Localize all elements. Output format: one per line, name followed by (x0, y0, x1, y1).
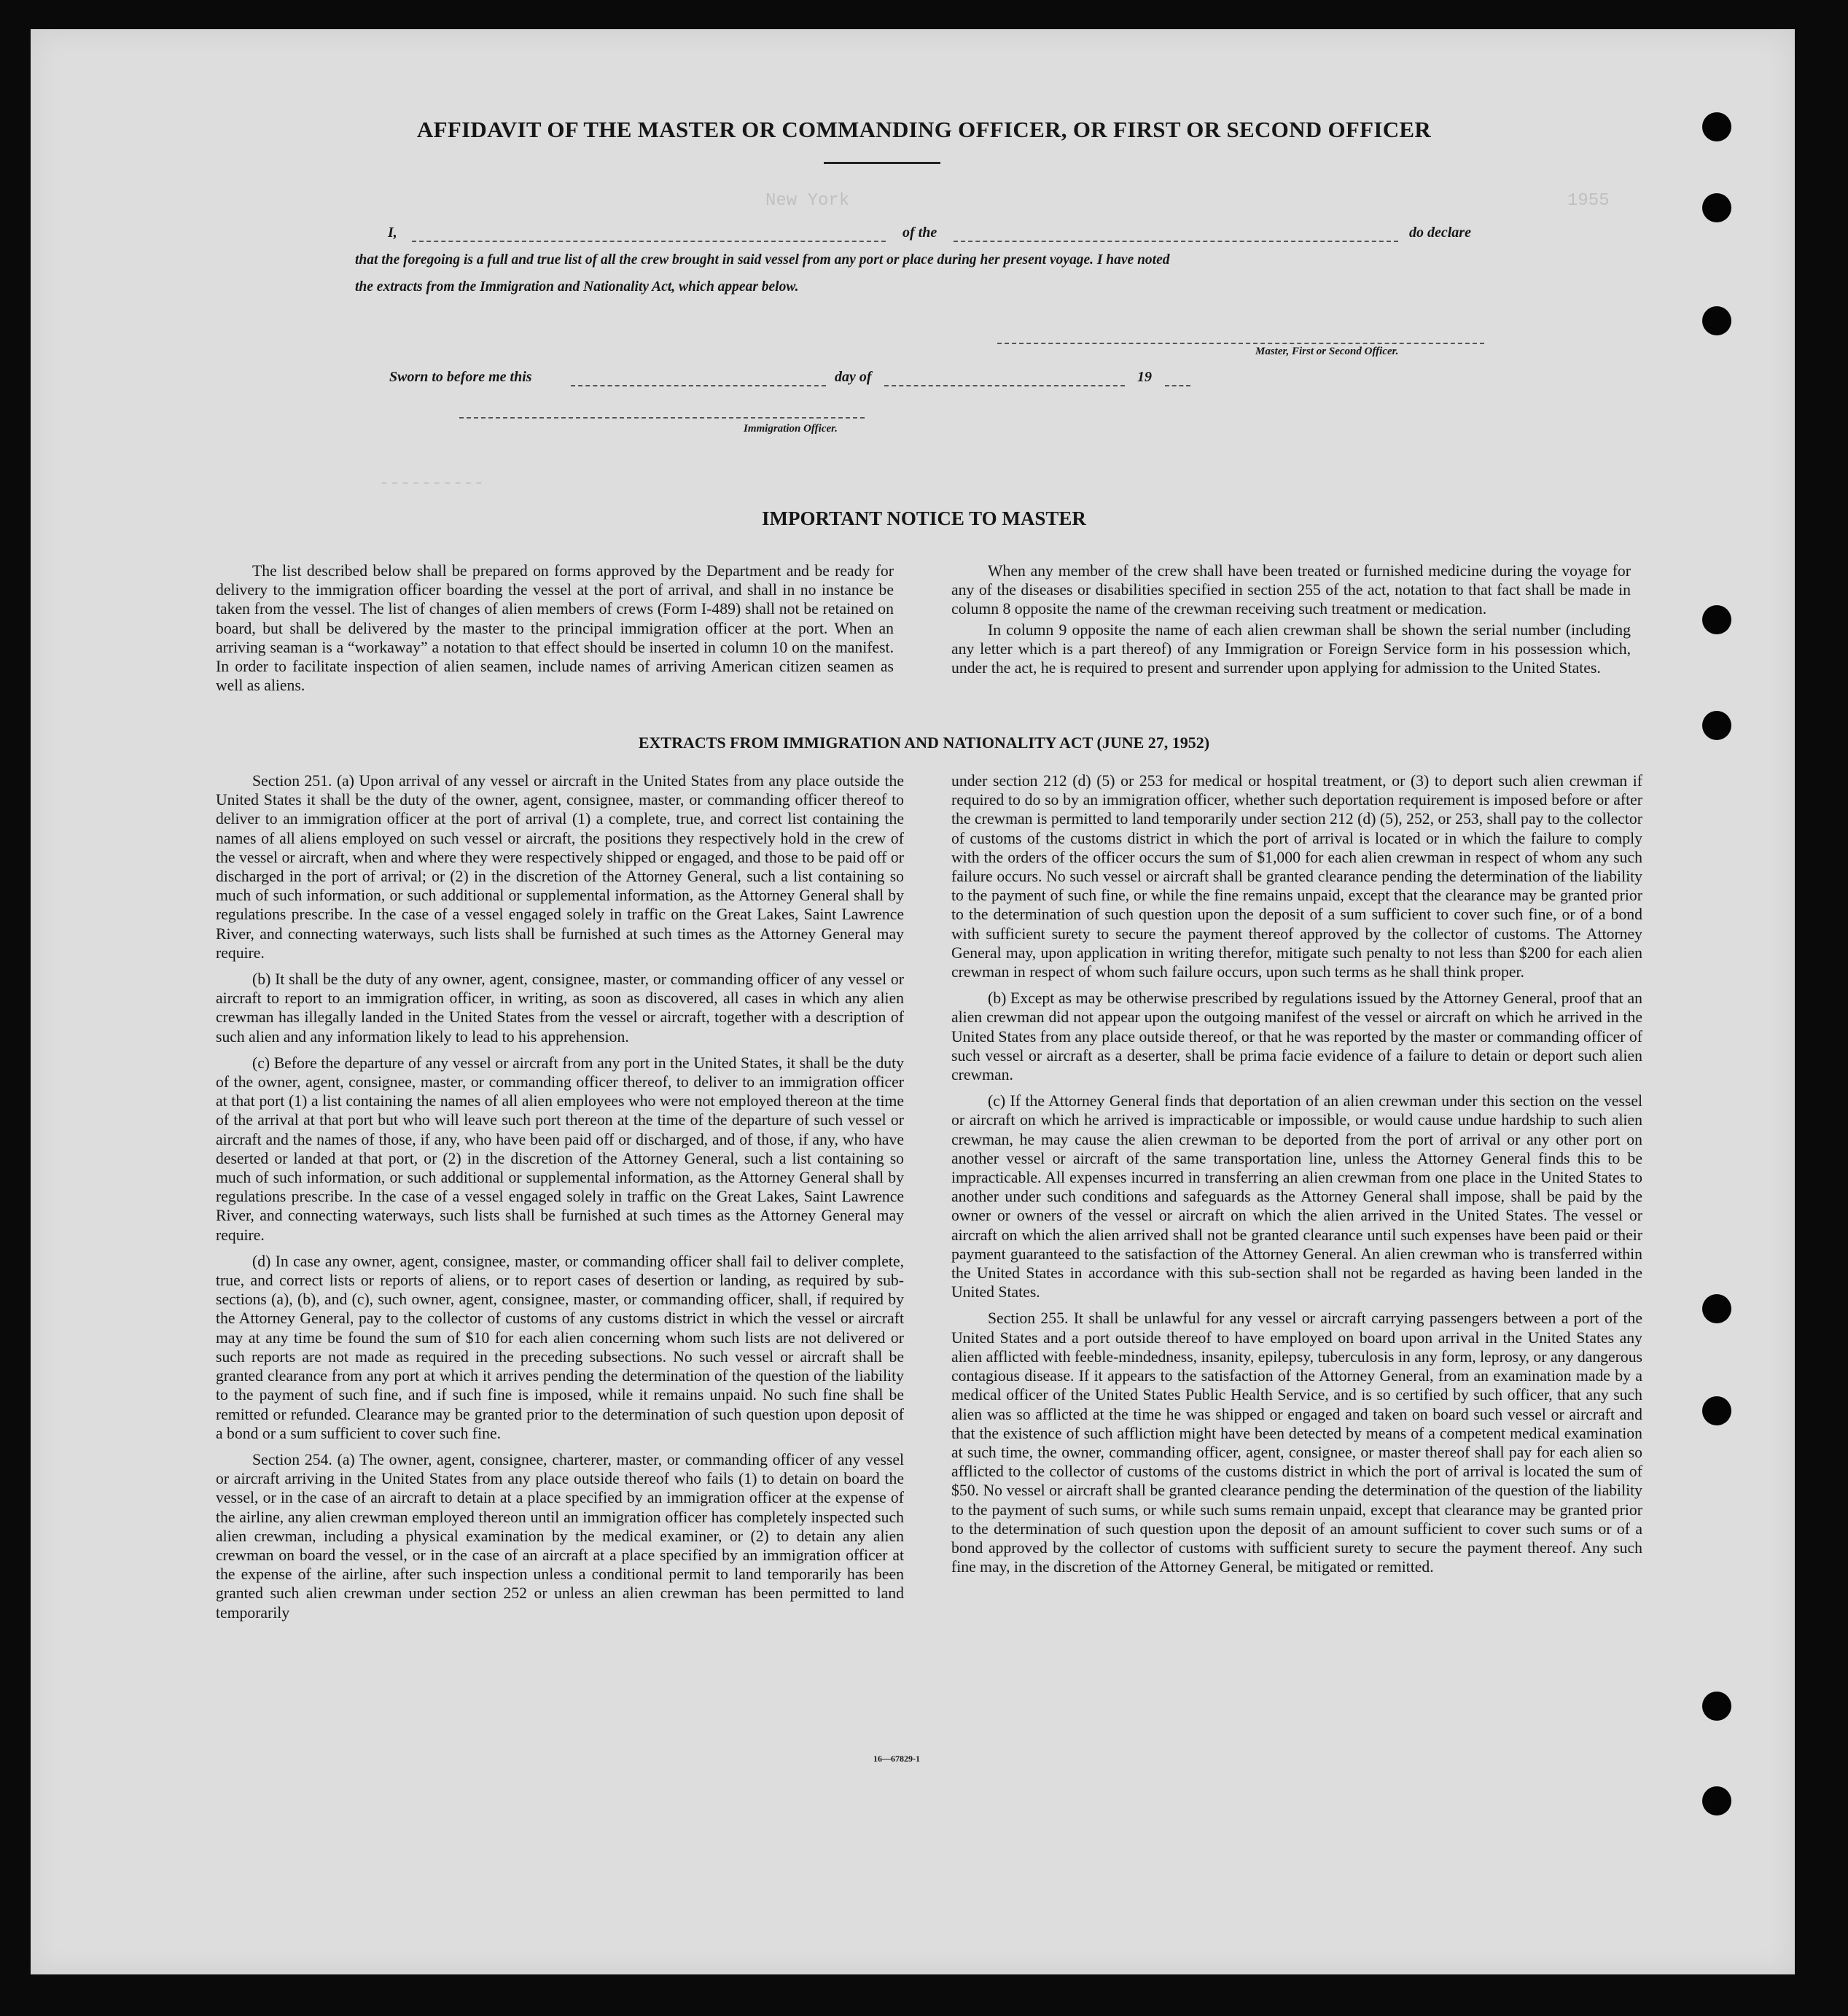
punch-hole (1702, 1692, 1731, 1721)
section-paragraph: Section 255. It shall be unlawful for any vessel or aircraft carrying passengers between a port of the United States and a port outside thereof to have employed on board upon arrival in the United States any alien afflicted with feeble-mindedness, insanity, epilepsy, tuberculosis in any form, leprosy, or any dangerous contagious disease. If it appears to the satisfaction of the Attorney General, from an examination made by a medical officer of the United States Public Health Service, and is so certified by such officer, that any such alien was so afflicted at the time he was shipped or engaged and taken on board such vessel or aircraft and that the existence of such affliction might have been detected by means of a competent medical examination at such time, the owner, commanding officer, agent, consignee, or master thereof shall pay for each alien so afflicted to the collector of customs of the customs district in which the port of arrival is located the sum of $50. No vessel or aircraft shall be granted clearance pending the determination of the question of the liability to the payment of such sums, or while such sums remain unpaid, except that clearance may be granted prior to the determination of such question upon the deposit of an amount sufficient to cover such sums or of a bond approved by the collector of customs with sufficient surety to secure the payment thereof. Any such fine may, in the discretion of the Attorney General, be mitigated or remitted. (951, 1309, 1642, 1576)
punch-hole (1702, 1786, 1731, 1815)
notice-paragraph: When any member of the crew shall have been treated or furnished medicine during the voyage for any of the diseases or disabilities specified in section 255 of the act, notation to that fact shall be made in column 8 opposite the name of the crewman receiving such treatment or medication. (951, 562, 1631, 618)
name-field[interactable] (412, 241, 886, 242)
section-paragraph: (c) If the Attorney General finds that deportation of an alien crewman under this section on the vessel or aircraft on which he arrived is impracticable or impossible, or would cause undue hardship to such alien crewman, he may cause the alien crewman to be deported from the port of arrival or any other port on another vessel or aircraft of the same transportation line, unless the Attorney General finds this to be impracticable. All expenses incurred in transferring an alien crewman from one place in the United States to another under such conditions and safeguards as the Attorney General shall impose, shall be paid by the owner or owners of the vessel or aircraft on which the alien arrived in the United States. The vessel or aircraft on which the alien arrived shall not be granted clearance until such expenses have been paid or their payment guaranteed to the satisfaction of the Attorney General. An alien crewman who is transferred within the United States in accordance with this sub-section shall not be regarded as having been landed in the United States. (951, 1092, 1642, 1301)
form-number: 16—67829-1 (873, 1754, 920, 1764)
section-paragraph: (c) Before the departure of any vessel or aircraft from any port in the United States, it shall be the duty of the owner, agent, consignee, master, or commanding officer thereof, to deliver to an immigration officer at that port (1) a list containing the names of all alien employees who were not employed thereon at the time of the arrival at that port but who will leave such port thereon at the time of the departure of such vessel or aircraft and the names of those, if any, who have been paid off or discharged, and of those, if any, who have deserted or landed at that port, or (2) in the discretion of the Attorney General, such a list containing so much of such information, or such additional or supplemental information, as the Attorney General shall by regulations prescribe. In the case of a vessel engaged solely in traffic on the Great Lakes, Saint Lawrence River, and connecting waterways, such lists shall be furnished at such times as the Attorney General may require. (216, 1054, 904, 1244)
master-label: Master, First or Second Officer. (1255, 346, 1399, 357)
section-paragraph: Section 254. (a) The owner, agent, consignee, charterer, master, or commanding officer of any vessel or aircraft arriving in the United States from any place outside thereof who fails (1) to detain on board the vessel, or in the case of an aircraft to detain at a place specified by an immigration officer at the expense of the airline, any alien crewman employed thereon until an immigration officer has completely inspected such alien crewman, including a physical examination by the medical examiner, or (2) to detain any alien crewman on board the vessel, or in the case of an aircraft at a place specified by an immigration officer at the expense of the airline, after such inspection unless a conditional permit to land temporarily has been granted such alien crewman under section 252 or unless an alien crewman has been permitted to land temporarily (216, 1450, 904, 1622)
section-paragraph: (d) In case any owner, agent, consignee, master, or commanding officer shall fail to deliver complete, true, and correct lists or reports of aliens, or to report cases of desertion or landing, as required by sub-sections (a), (b), and (c), such owner, agent, consignee, master, or commanding officer, shall, if required by the Attorney General, pay to the collector of customs of any customs district in which the vessel or aircraft may at any time be found the sum of $10 for each alien concerning whom such lists are not delivered or such reports are not made as required in the preceding subsections. No such vessel or aircraft shall be granted clearance from any port at which it arrives pending the determination of the question of the liability to the payment of such fine, and if such fine is imposed, while it remains unpaid. No such fine shall be remitted or refunded. Clearance may be granted prior to the determination of such question upon deposit of a bond or a sum sufficient to cover such fine. (216, 1252, 904, 1442)
extracts-title: EXTRACTS FROM IMMIGRATION AND NATIONALITY ACT (JUNE 27, 1952) (638, 733, 1210, 752)
affidavit-do-declare: do declare (1409, 225, 1471, 241)
notice-left-column (216, 561, 894, 702)
master-signature-line[interactable] (997, 343, 1484, 344)
extracts-left-column (216, 771, 904, 1630)
notice-paragraph: In column 9 opposite the name of each alien crewman shall be shown the serial number (including any letter which is a part thereof) of any Immigration or Foreign Service form in his possession which, under the act, he is required to present and surrender upon applying for admission to the United States. (951, 620, 1631, 677)
affidavit-title: AFFIDAVIT OF THE MASTER OR COMMANDING OFFICER, OR FIRST OR SECOND OFFICER (416, 117, 1432, 142)
punch-hole (1702, 605, 1731, 634)
punch-hole (1702, 193, 1731, 222)
sworn-day-field[interactable] (571, 385, 826, 386)
year-prefix: 19 (1137, 369, 1152, 385)
punch-hole (1702, 306, 1731, 335)
notice-paragraph: The list described below shall be prepared on forms approved by the Department and be ready for delivery to the immigration officer boarding the vessel at the port of arrival, and shall in no instance be taken from the vessel. The list of changes of alien members of crews (Form I-489) shall not be retained on board, but shall be delivered by the master to the principal immigration officer at the port. When an arriving seaman is a “workaway” a notation to that effect should be inserted in column 10 on the manifest. In order to facilitate inspection of alien seamen, include names of arriving American citizen seamen as well as aliens. (216, 562, 894, 695)
bleed-through: 1955 (1567, 191, 1610, 211)
notice-title: IMPORTANT NOTICE TO MASTER (762, 507, 1086, 529)
section-paragraph: (b) Except as may be otherwise prescribed by regulations issued by the Attorney General, proof that an alien crewman did not appear upon the outgoing manifest of the vessel or aircraft on which he arrived in the United States from any place outside thereof, or that he was reported by the master or commanding officer of such vessel or aircraft as a deserter, shall be prima facie evidence of a failure to detain or deport such alien crewman. (951, 989, 1642, 1084)
officer-signature-line[interactable] (459, 417, 865, 419)
section-paragraph: under section 212 (d) (5) or 253 for medical or hospital treatment, or (3) to deport such alien crewman if required to do so by an immigration officer, whether such deportation requirement is imposed before or after the crewman is permitted to land temporarily under section 212 (d) (5), 252, or 253, shall pay to the collector of customs of the customs district in which the port of arrival is located or in which the failure to comply with the orders of the officer occurs the sum of $1,000 for each alien crewman in respect of whom any such failure occurs. No such vessel or aircraft shall be granted clearance pending the determination of the liability to the payment of such fine, or while the fine remains unpaid, except that the clearance may be granted prior to the determination of such question upon the deposit of a sum sufficient to cover such fine, or of a bond with sufficient surety to secure the payment thereof approved by the collector of customs. The Attorney General may, upon application in writing therefor, mitigate such penalty to not less than $200 for each alien crewman in respect of whom such failure occurs, upon such terms as he shall think proper. (951, 772, 1642, 981)
bleed-through: ---------- (379, 474, 485, 494)
bleed-through: New York (765, 191, 850, 211)
notice-right-column (951, 561, 1631, 685)
affidavit-line-3: the extracts from the Immigration and Nationality Act, which appear below. (355, 279, 799, 295)
title-rule (824, 162, 940, 164)
affidavit-of-the: of the (902, 225, 937, 241)
punch-hole (1702, 1294, 1731, 1323)
affidavit-i: I, (388, 225, 397, 241)
sworn-text: Sworn to before me this (389, 369, 532, 385)
section-paragraph: Section 251. (a) Upon arrival of any vessel or aircraft in the United States from any place outside the United States it shall be the duty of the owner, agent, consignee, master, or commanding officer thereof to deliver to an immigration officer at the port of arrival (1) a complete, true, and correct list containing the names of all aliens employed on such vessel or aircraft, the positions they respectively hold in the crew of the vessel or aircraft, when and where they were respectively shipped or engaged, and those to be paid off or discharged in the port of arrival; or (2) in the discretion of the Attorney General, such a list containing so much of such information, or such additional or supplemental information, as the Attorney General shall by regulations prescribe. In the case of a vessel engaged solely in traffic on the Great Lakes, Saint Lawrence River, and connecting waterways, such lists shall be furnished at such times as the Attorney General may require. (216, 772, 904, 962)
punch-hole (1702, 1396, 1731, 1425)
sworn-year-field[interactable] (1165, 385, 1190, 386)
vessel-field[interactable] (954, 241, 1398, 242)
officer-label: Immigration Officer. (744, 423, 838, 435)
affidavit-line-2: that the foregoing is a full and true list of all the crew brought in said vessel from any port or place during her present voyage. I have noted (355, 252, 1170, 268)
sworn-month-field[interactable] (884, 385, 1125, 386)
section-paragraph: (b) It shall be the duty of any owner, agent, consignee, master, or commanding officer of any vessel or aircraft to report to an immigration officer, in writing, as soon as discovered, all cases in which any alien crewman has illegally landed in the United States from the vessel or aircraft, together with a description of such alien and any information likely to lead to his apprehension. (216, 970, 904, 1046)
day-of-text: day of (835, 369, 872, 385)
extracts-right-column (951, 771, 1642, 1584)
